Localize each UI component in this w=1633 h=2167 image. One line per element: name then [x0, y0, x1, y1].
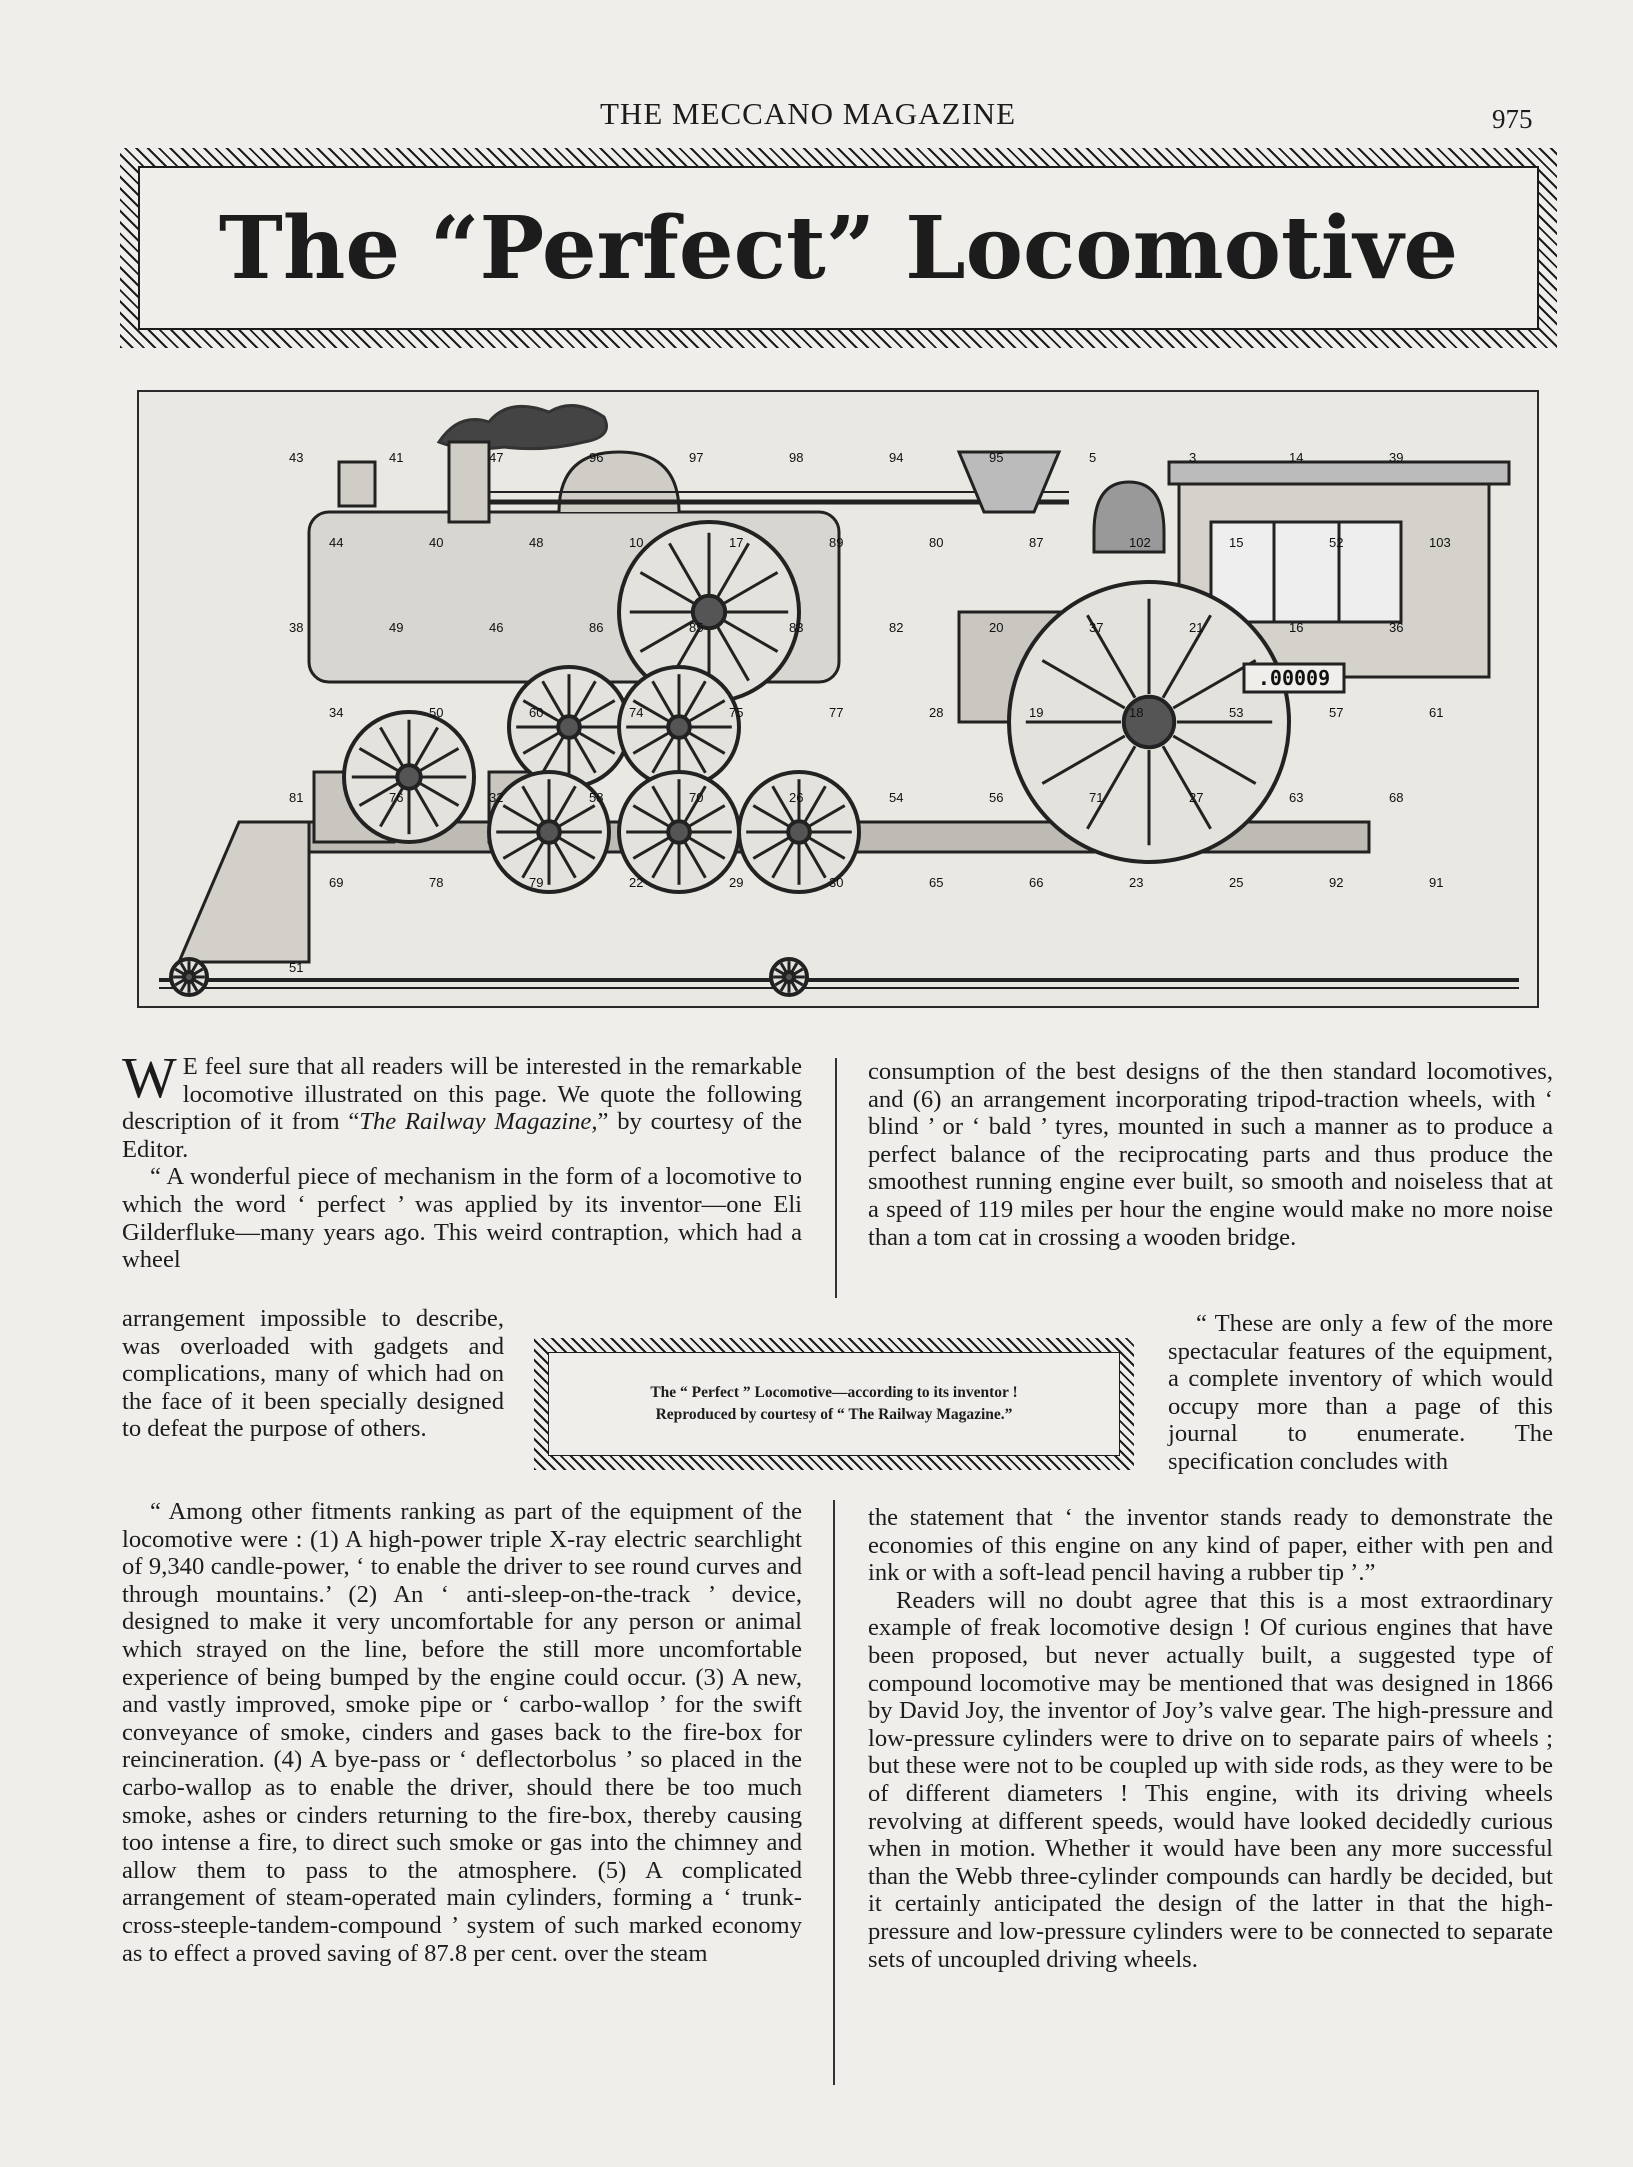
paragraph: consumption of the best designs of the then standard locomotives, and (6) an arrangement incorporating tripod-traction wheels, with ‘ blind ’ or ‘ bald ’ tyres, mounted in such a manner as to produce a perfect balance of the reciprocating parts and thus produce the smoothest running engine ever built, so smooth and noiseless that at a speed of 119 miles per hour the engine would make no more noise than a tom cat in crossing a wooden bridge.: [868, 1058, 1553, 1251]
callout-number: 80: [929, 535, 944, 550]
callout-number: 18: [1129, 705, 1144, 720]
callout-number: 71: [1089, 790, 1104, 805]
callout-number: 22: [629, 875, 644, 890]
callout-number: 95: [989, 450, 1004, 465]
callout-number: 32: [489, 790, 504, 805]
callout-number: 21: [1189, 620, 1204, 635]
callout-number: 20: [989, 620, 1004, 635]
wheel-hub: [397, 765, 420, 788]
column-2-bottom: [868, 1504, 1553, 1973]
callout-number: 34: [329, 705, 344, 720]
callout-number: 23: [1129, 875, 1144, 890]
callout-number: 30: [829, 875, 844, 890]
paragraph: Readers will no doubt agree that this is a most extraordinary example of freak locomotive design ! Of curious engines that have been proposed, but never actually built, a suggested type of compound locomotive may be mentioned that was designed in 1866 by David Joy, the inventor of Joy’s valve gear. The high-pressure and low-pressure cylinders were to drive on to separate pairs of wheels ; but these were not to be coupled up with side rods, as they were to be of different diameters ! This engine, with its driving wheels revolving at different speeds, would have looked decidedly curious when in motion. Whether it would have been any more successful than the Webb three-cylinder compounds can hardly be decided, but it certainly anticipated the design of the latter in that the high-pressure and low-pressure cylinders were to be connected to separate sets of uncoupled driving wheels.: [868, 1586, 1553, 1973]
callout-number: 69: [329, 875, 344, 890]
callout-number: 87: [1029, 535, 1044, 550]
callout-number: 76: [389, 790, 404, 805]
column-2-narrow: [1168, 1310, 1553, 1476]
callout-number: 103: [1429, 535, 1451, 550]
column-1-top: W E feel sure that all readers will be interested in the remarkable locomotive illustrated on this page. We quote the following description of it from “The Railway Magazine,” by courtesy of the Editor. “ A wonderful piece of mechanism in the form of a locomotive to which the word ‘ perfect ’ was applied by its inventor—one Eli Gilderfluke—many years ago. This weird contraption, which had a wheel: [122, 1045, 803, 1274]
engine-number-plate: .00009: [1257, 666, 1331, 690]
title-frame: [120, 148, 1557, 348]
callout-number: 77: [829, 705, 844, 720]
callout-number: 28: [929, 705, 944, 720]
callout-number: 96: [589, 450, 604, 465]
headlamp: [339, 462, 375, 506]
callout-number: 75: [729, 705, 744, 720]
wheel-hub: [788, 821, 810, 843]
callout-number: 98: [789, 450, 804, 465]
callout-number: 50: [429, 705, 444, 720]
paragraph: “ Among other fitments ranking as part of the equipment of the locomotive were : (1) A high-power triple X-ray electric searchlight of 9,340 candle-power, ‘ to enable the driver to see round curves and through mountains.’ (2) An ‘ anti-sleep-on-the-track ’ device, designed to make it very uncomfortable for any person or animal which strayed on the line, before the still more uncomfortable experience of being bumped by the engine could occur. (3) A new, and vastly improved, smoke pipe or ‘ carbo-wallop ’ for the swift conveyance of smoke, cinders and gases back to the fire-box for reincineration. (4) A bye-pass or ‘ deflectorbolus ’ so placed in the carbo-wallop as to enable the driver, should there be too much smoke, ashes or cinders returning to the fire-box, thereby causing too intense a fire, to direct such smoke or gas into the chimney and allow them to pass to the atmosphere. (5) A complicated arrangement of steam-operated main cylinders, forming a ‘ trunk-cross-steeple-tandem-compound ’ system of such marked economy as to effect a proved saving of 87.8 per cent. over the steam: [122, 1498, 802, 1967]
callout-number: 29: [729, 875, 744, 890]
page-title: The “Perfect” Locomotive: [218, 197, 1459, 299]
callout-number: 92: [1329, 875, 1344, 890]
callout-number: 47: [489, 450, 504, 465]
callout-number: 83: [789, 620, 804, 635]
callout-number: 10: [629, 535, 644, 550]
callout-number: 61: [1429, 705, 1444, 720]
callout-number: 65: [929, 875, 944, 890]
paragraph: arrangement impossible to describe, was overloaded with gadgets and complications, many of which had on the face of it been specially designed to defeat the purpose of others.: [122, 1305, 504, 1443]
paragraph: the statement that ‘ the inventor stands ready to demonstrate the economies of this engine on any kind of paper, either with pen and ink or with a soft-lead pencil having a rubber tip ’.”: [868, 1504, 1553, 1587]
cowcatcher: [179, 822, 309, 962]
callout-number: 19: [1029, 705, 1044, 720]
callout-number: 37: [1089, 620, 1104, 635]
caption-line-2: Reproduced by courtesy of “ The Railway Magazine.”: [655, 1406, 1013, 1423]
callout-number: 49: [389, 620, 404, 635]
callout-number: 53: [1229, 705, 1244, 720]
wheel-hub: [668, 821, 690, 843]
callout-number: 51: [289, 960, 304, 975]
callout-number: 27: [1189, 790, 1204, 805]
paragraph: “ A wonderful piece of mechanism in the form of a locomotive to which the word ‘ perfect ’ was applied by its inventor—one Eli Gilderfluke—many years ago. This weird contraption, which had a wheel: [122, 1163, 802, 1274]
callout-number: 5: [1089, 450, 1097, 465]
callout-number: 63: [1289, 790, 1304, 805]
callout-number: 36: [1389, 620, 1404, 635]
callout-number: 82: [889, 620, 904, 635]
callout-number: 68: [1389, 790, 1404, 805]
callout-number: 94: [889, 450, 904, 465]
callout-number: 85: [689, 620, 704, 635]
callout-number: 97: [689, 450, 704, 465]
callout-number: 43: [289, 450, 304, 465]
callout-number: 60: [529, 705, 544, 720]
callout-number: 66: [1029, 875, 1044, 890]
callout-number: 89: [829, 535, 844, 550]
callout-number: 79: [529, 875, 544, 890]
column-1-bottom: [122, 1498, 802, 1967]
column-rule: [833, 1500, 835, 2085]
callout-number: 52: [1329, 535, 1344, 550]
callout-number: 56: [989, 790, 1004, 805]
page-number: 975: [1492, 104, 1533, 134]
column-2-top: [868, 1058, 1553, 1251]
callout-number: 54: [889, 790, 904, 805]
callout-number: 46: [489, 620, 504, 635]
callout-number: 70: [689, 790, 704, 805]
locomotive-illustration: [137, 390, 1539, 1008]
callout-number: 57: [1329, 705, 1344, 720]
callout-number: 102: [1129, 535, 1151, 550]
wheel-hub: [558, 716, 580, 738]
wheel-hub: [668, 716, 690, 738]
column-1-narrow: [122, 1305, 504, 1443]
callout-number: 44: [329, 535, 344, 550]
caption-line-1: The “ Perfect ” Locomotive—according to its inventor !: [650, 1384, 1018, 1401]
callout-number: 17: [729, 535, 744, 550]
callout-number: 81: [289, 790, 304, 805]
callout-number: 39: [1389, 450, 1404, 465]
callout-number: 41: [389, 450, 404, 465]
callout-number: 74: [629, 705, 644, 720]
callout-number: 38: [289, 620, 304, 635]
chimney: [449, 442, 489, 522]
running-header: THE MECCANO MAGAZINE: [600, 96, 1017, 131]
callout-number: 48: [529, 535, 544, 550]
caption-frame: [534, 1338, 1134, 1470]
callout-number: 91: [1429, 875, 1444, 890]
callout-number: 14: [1289, 450, 1304, 465]
callout-number: 26: [789, 790, 804, 805]
wheel-hub: [538, 821, 560, 843]
callout-number: 3: [1189, 450, 1197, 465]
callout-number: 78: [429, 875, 444, 890]
drop-cap: W: [122, 1045, 177, 1110]
callout-number: 40: [429, 535, 444, 550]
callout-number: 16: [1289, 620, 1304, 635]
callout-number: 86: [589, 620, 604, 635]
callout-number: 15: [1229, 535, 1244, 550]
column-rule: [835, 1058, 837, 1298]
callout-number: 58: [589, 790, 604, 805]
paragraph: “ These are only a few of the more spectacular features of the equipment, a complete inventory of which would occupy more than a page of this journal to enumerate. The specification concludes with: [1168, 1310, 1553, 1475]
locomotive-drawing: [139, 392, 1537, 1006]
callout-number: 25: [1229, 875, 1244, 890]
